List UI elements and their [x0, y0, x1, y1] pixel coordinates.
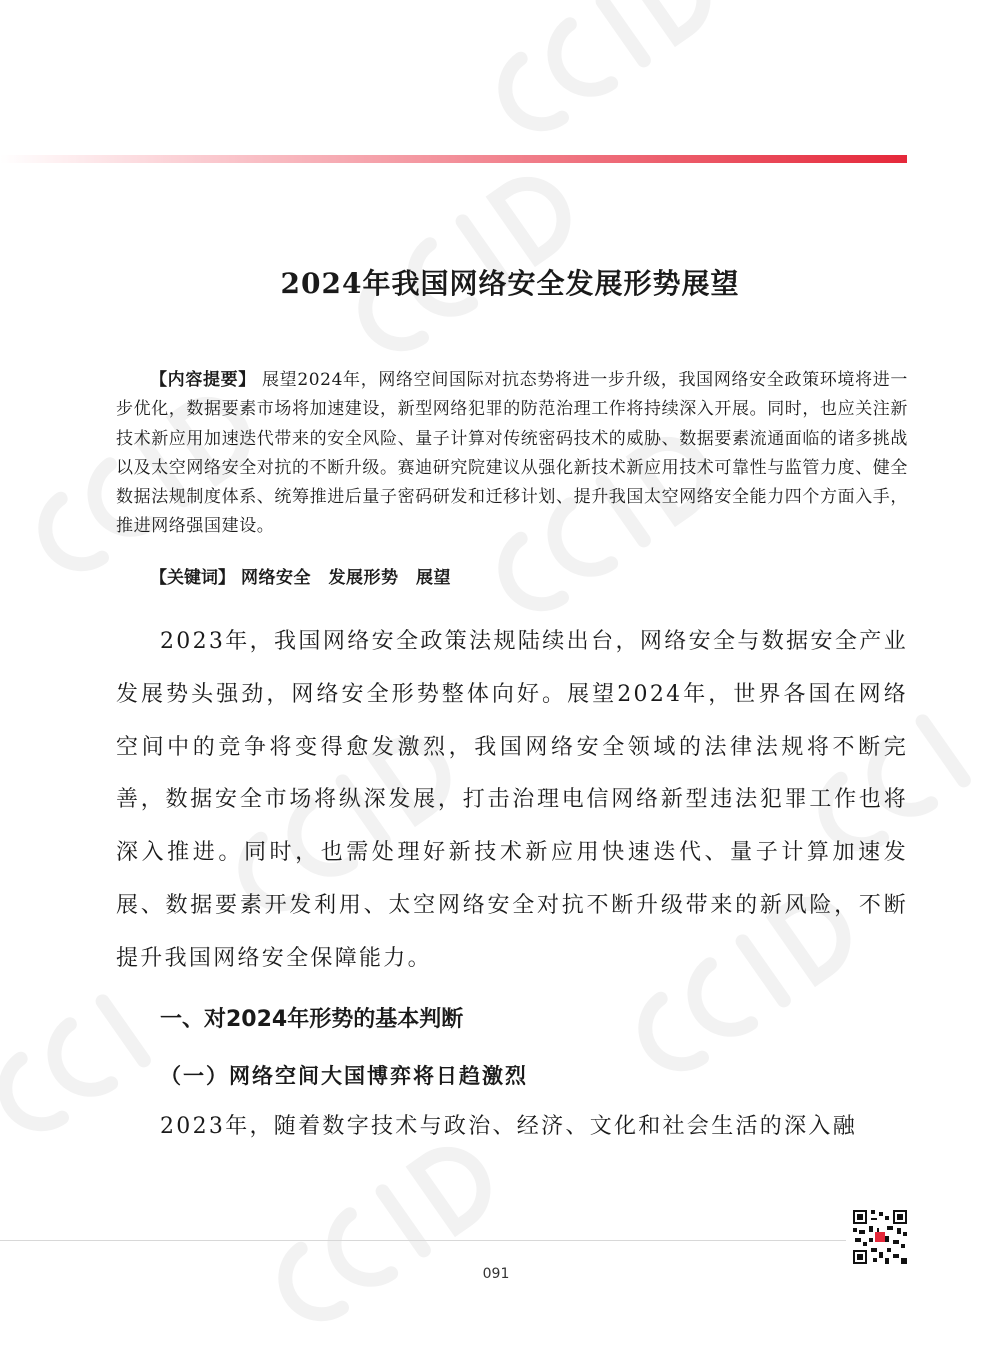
- keywords: [116, 564, 908, 593]
- page-number: 091: [482, 1266, 510, 1282]
- abstract: [116, 366, 908, 542]
- section-heading: 一、对2024年形势的基本判断: [160, 1007, 464, 1032]
- qr-code-icon[interactable]: [853, 1210, 907, 1264]
- abstract-text: 展望2024年，网络空间国际对抗态势将进一步升级，我国网络安全政策环境将进一步优化，数据要素市场将加速建设，新型网络犯罪的防范治理工作将持续深入开展。同时，也应关注新技术新应用加速迭代带来的安全风险、量子计算对传统密码技术的威胁、数据要素流通面临的诸多挑战以及太空网络安全对抗的不断升级。赛迪研究院建议从强化新技术新应用技术可靠性与监管力度、健全数据法规制度体系、统筹推进后量子密码研发和迁移计划、提升我国太空网络安全能力四个方面入手，推进网络强国建设。: [116, 370, 908, 537]
- intro-paragraph: 2023年，我国网络安全政策法规陆续出台，网络安全与数据安全产业发展势头强劲，网络安全形势整体向好。展望2024年，世界各国在网络空间中的竞争将变得愈发激烈，我国网络安全领域的法律法规将不断完善，数据安全市场将纵深发展，打击治理电信网络新型违法犯罪工作也将深入推进。同时，也需处理好新技术新应用快速迭代、量子计算加速发展、数据要素开发利用、太空网络安全对抗不断升级带来的新风险，不断提升我国网络安全保障能力。: [116, 629, 908, 971]
- subsection-heading: （一）网络空间大国博弈将日趋激烈: [160, 1063, 528, 1088]
- article-title: 2024年我国网络安全发展形势展望: [280, 267, 740, 300]
- keywords-label: 【关键词】: [150, 568, 235, 588]
- section-paragraph: 2023年，随着数字技术与政治、经济、文化和社会生活的深入融: [160, 1114, 857, 1139]
- abstract-label: 【内容提要】: [150, 370, 256, 390]
- header-accent-bar: [0, 155, 907, 163]
- footer-divider: [0, 1240, 846, 1241]
- keywords-values: 网络安全 发展形势 展望: [241, 568, 451, 588]
